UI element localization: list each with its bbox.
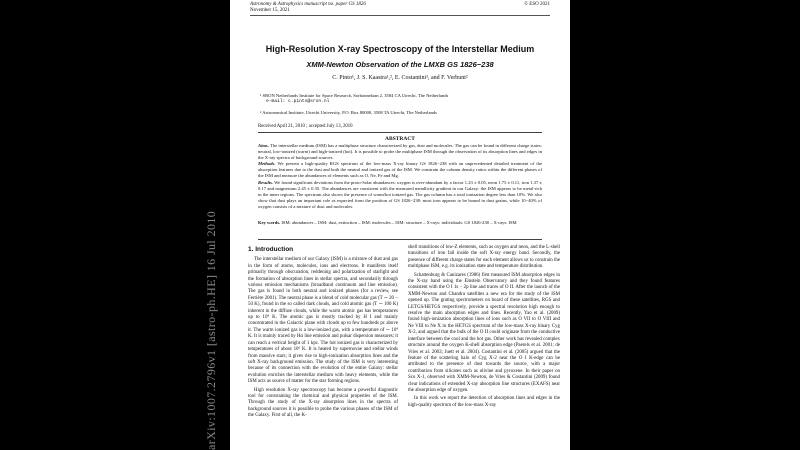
aims-text: The interstellar medium (ISM) has a multiphase structure characterized by gas, dust and molecules. The gas can be found in different charge states: neutral, low-ionized (warm) and high-ionized (hot). It is possible to probe the multiphase ISM through the observation of its absorption lines and edges in the X-ray spectra of background sources. (258, 143, 543, 161)
abstract-body (258, 143, 542, 210)
right-paragraph-1: shell transitions of low-Z elements, such as oxygen and neon, and the L-shell transitions of iron fall inside the soft X-ray energy band. Secondly, the presence of different charge states for each element allows us to constrain the multiphase ISM, e.g. its ionization state and temperature distribution. (408, 245, 560, 270)
paper-page (230, 0, 570, 450)
right-column (408, 245, 560, 411)
header-rule (250, 15, 550, 16)
methods-text: We present a high-quality RGS spectrum of the low-mass X-ray binary GS 1826−238 with an unprecedented detailed treatment of the absorption features due to the dust and both the neutral and ionized gas of the ISM. We constrain the column density ratios within the different phases of the ISM and measure the abundances of elements such as O, Ne, Fe and Mg. (258, 161, 542, 179)
results-text: We found significant deviations from the proto-Solar abundances: oxygen is over-abundant by a factor 1.23 ± 0.05, neon 1.75 ± 0.11, iron 1.37 ± 0.17 and magnesium 2.45 ± 0.35. The abundances are consistent with the measured metallicity gradient in our Galaxy: the ISM appears to be metal-rich in the inner regions. The spectrum also shows the presence of warm/hot ionized gas. The gas column has a total ionization degree less than 10%. We also show that dust plays an important role as expected from the position of GS 1826−238: most iron appears to be bound in dust grains, while 10−40% of oxygen consists of a mixture of dust and molecules. (258, 179, 542, 209)
author-list: C. Pinto¹, J. S. Kaastra¹,², E. Costantini¹, and F. Verbunt² (332, 75, 468, 81)
affiliation-1-address: ¹ SRON Netherlands Institute for Space Research, Sorbonnelaan 2, 3584 CA Utrecht, The Netherlands (260, 93, 449, 98)
abstract-top-rule (258, 132, 542, 133)
copyright: © ESO 2021 (524, 2, 550, 7)
affiliation-2: ² Astronomical Institute, Utrecht University, P.O. Box 80000, 3508 TA Utrecht, The Netherlands (260, 110, 437, 115)
methods-label: Methods. (258, 161, 276, 167)
keywords-text: ISM: abundances – ISM: dust, extinction – ISM: molecules – ISM: structure – X-rays: individuals: GS 1826-238 – X-rays: ISM (281, 220, 517, 225)
keywords-label: Key words. (258, 220, 281, 225)
paper-subtitle: XMM-Newton Observation of the LMXB GS 1826−238 (306, 60, 494, 69)
received-dates: Received April 21, 2010 ; accepted July 13, 2010 (258, 124, 353, 129)
journal-date: November 15, 2021 (250, 8, 290, 13)
arxiv-stamp (198, 120, 228, 450)
intro-paragraph-1: The interstellar medium of our Galaxy (ISM) is a mixture of dust and gas in the form of atoms, molecules, ions and electrons. It manifests itself primarily through obscuration, reddening and polarization of starlight and the formation of absorption lines in stellar spectra, and secondarily through various emission mechanisms (broadband continuum and line emission). The gas is found in both neutral and ionized phases (for a review, see Ferrière 2001). The neutral phase is a blend of cold molecular gas (T ∼ 20 − 50 K), found in the so called dark clouds, and cold atomic gas (T ∼ 100 K) inherent in the diffuse clouds, while the warm atomic gas has temperatures up to 10⁴ K. The atomic gas is mostly tracked by H I and mainly concentrated in the Galactic plane with clouds up to few hundreds pc above it. The warm ionized gas is a low-ionized gas, with a temperature of ∼ 10⁴ K. It is mainly traced by Hα line emission and pulsar dispersion measures; it can reach a vertical height of 1 kpc. The hot ionized gas is characterized by temperatures of about 10⁶ K. It is heated by supernovae and stellar winds from massive stars; it gives rise to high-ionization absorption lines and the soft X-ray background emission. The study of the ISM is very interesting because of its connection with the evolution of the entire Galaxy: stellar evolution enriches the interstellar medium with heavy elements, while the ISM acts as source of matter for the star forming regions. (248, 257, 398, 385)
keywords (258, 220, 542, 226)
abstract-heading: ABSTRACT (385, 136, 415, 142)
intro-paragraph-2: High resolution X-ray spectroscopy has become a powerful diagnostic tool for constraining the chemical and physical properties of the ISM. Through the study of the X-ray absorption lines in the spectra of background sources it is possible to probe the various phases of the ISM of the Galaxy. First of all, the K- (248, 387, 398, 419)
affiliation-1-email: e-mail: c.pinto@sron.nl (266, 99, 330, 104)
abstract-bottom-rule (258, 239, 542, 240)
section-title: 1. Introduction (248, 246, 294, 253)
journal-header (250, 2, 366, 14)
left-column (248, 247, 398, 422)
paper-title: High-Resolution X-ray Spectroscopy of the Interstellar Medium (265, 44, 535, 54)
arxiv-id: arXiv:1007.2796v1 [astro-ph.HE] 16 Jul 2010 (204, 210, 218, 450)
right-paragraph-2: Schattenburg & Canizares (1986) first measured ISM absorption edges in the X-ray band using the Einstein Observatory and they found features consistent with the O I 1s − 2p line and traces of O II. After the launch of the XMM-Newton and Chandra satellites a new era for the study of the ISM opened up. The grating spectrometers on board of these satellites, RGS and LETGS/HETGS respectively, provide a spectral resolution high enough to resolve the main absorption edges and lines. Recently, Yao et al. (2009) found high-ionization absorption lines of ions such as O VII to O VIII and Ne VIII to Ne X in the HETGS spectrum of the low-mass X-ray binary Cyg X-2, and argued that the bulk of the O II could originate from the conductive interface between the cool and the hot gas. Other work has revealed complex structure around the oxygen K-shell absorption edge (Paerels et al. 2001; de Vries et al. 2003; Juett et al. 2004). Costantini et al. (2005) argued that the feature of the scattering halo of Cyg X-2 near the O I K-edge can be attributed to the presence of dust towards the source, with a major contribution from silicates such as olivine and pyroxene. In their paper on Sco X-1, observed with XMM-Newton, de Vries & Costantini (2009) found clear indications of extended X-ray absorption line structures (EXAFS) near the absorption edge of oxygen. (408, 272, 560, 393)
results-label: Results. (258, 179, 273, 185)
aims-label: Aims. (258, 143, 269, 148)
journal-line-1: Astronomy & Astrophysics manuscript no. paper GS 1826 (250, 2, 366, 7)
right-paragraph-3: In this work we report the detection of absorption lines and edges in the high-quality spectrum of the low-mass X-ray (408, 396, 560, 408)
affiliation-1 (260, 93, 540, 105)
